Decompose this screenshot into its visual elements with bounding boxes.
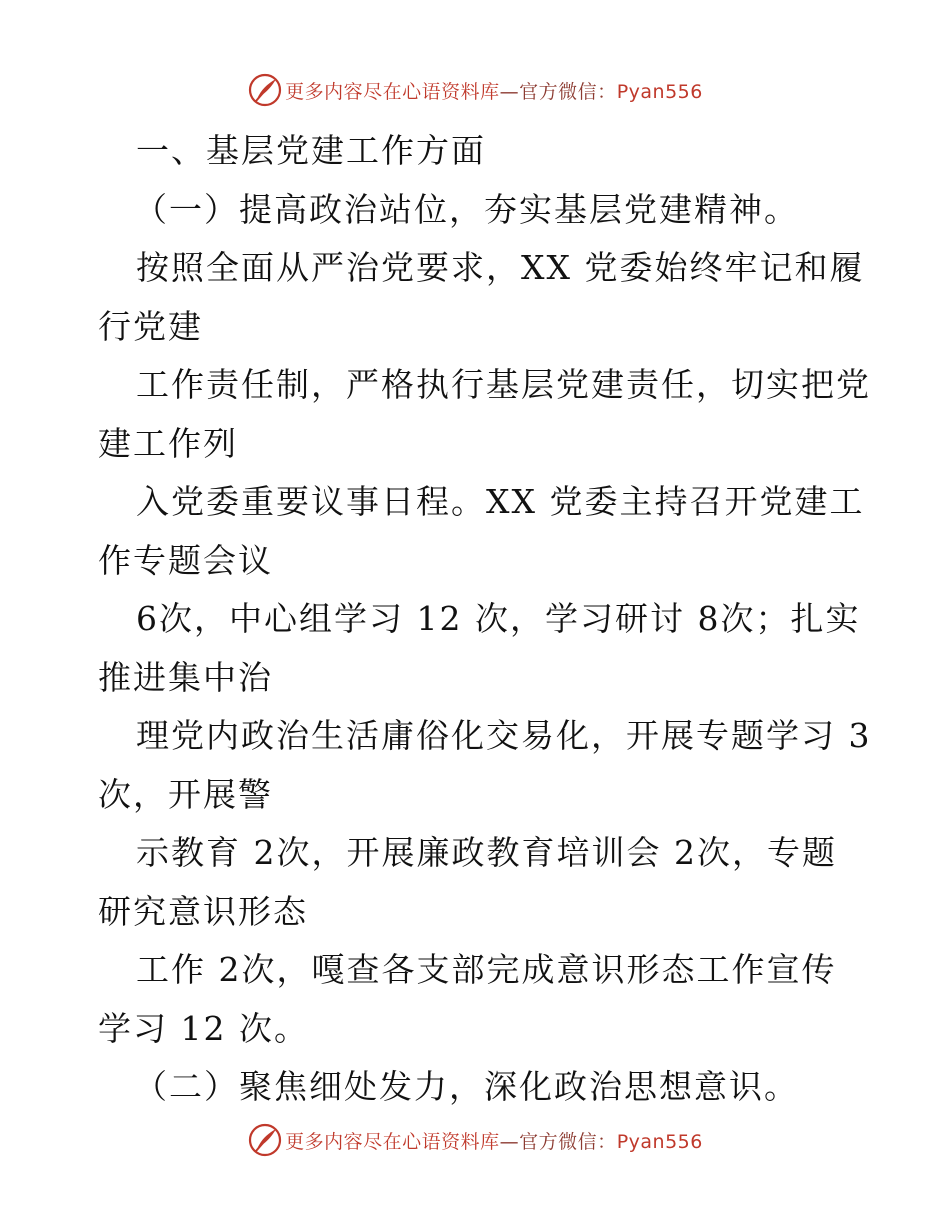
watermark-wechat-id: Pyan556 (616, 1130, 703, 1153)
watermark-wechat-id: Pyan556 (616, 80, 703, 103)
watermark-wechat-label: 官方微信： (519, 80, 617, 103)
paragraph-line: 入党委重要议事日程。XX 党委主持召开党建工 (136, 482, 865, 521)
footer-watermark (0, 1118, 950, 1162)
header-watermark (0, 68, 950, 112)
paragraph-line: 行党建 (98, 306, 203, 346)
paragraph-line: 学习 12 次。 (98, 1008, 309, 1048)
watermark-brand: 更多内容尽在心语资料库 (285, 1130, 500, 1153)
section-heading: 一、基层党建工作方面 (136, 131, 486, 170)
subsection-heading: （一）提高政治站位，夯实基层党建精神。 (134, 189, 799, 229)
paragraph-line: 按照全面从严治党要求，XX 党委始终牢记和履 (136, 248, 865, 287)
watermark-wechat-label: 官方微信： (519, 1130, 617, 1153)
paragraph-line: 工作责任制，严格执行基层党建责任，切实把党 (136, 365, 871, 404)
watermark-dash: — (499, 1130, 520, 1153)
paragraph-line: 次，开展警 (98, 774, 273, 814)
feather-quill-icon (247, 1122, 283, 1158)
watermark-dash: — (499, 80, 520, 103)
paragraph-line: 研究意识形态 (98, 891, 308, 931)
paragraph-line: 6次，中心组学习 12 次，学习研讨 8次；扎实 (136, 599, 861, 638)
paragraph-line: 推进集中治 (98, 657, 273, 697)
document-body (98, 122, 872, 1117)
paragraph-line: 作专题会议 (98, 540, 273, 580)
watermark-brand: 更多内容尽在心语资料库 (285, 80, 500, 103)
paragraph-line: 理党内政治生活庸俗化交易化，开展专题学习 3 (136, 716, 872, 755)
subsection-heading: （二）聚焦细处发力，深化政治思想意识。 (134, 1067, 799, 1106)
paragraph-line: 工作 2次，嘎查各支部完成意识形态工作宣传 (136, 950, 837, 989)
watermark-text (285, 77, 703, 104)
watermark-text (285, 1127, 703, 1154)
paragraph-line: 建工作列 (98, 423, 238, 463)
feather-quill-icon (247, 72, 283, 108)
paragraph-line: 示教育 2次，开展廉政教育培训会 2次，专题 (136, 833, 837, 872)
